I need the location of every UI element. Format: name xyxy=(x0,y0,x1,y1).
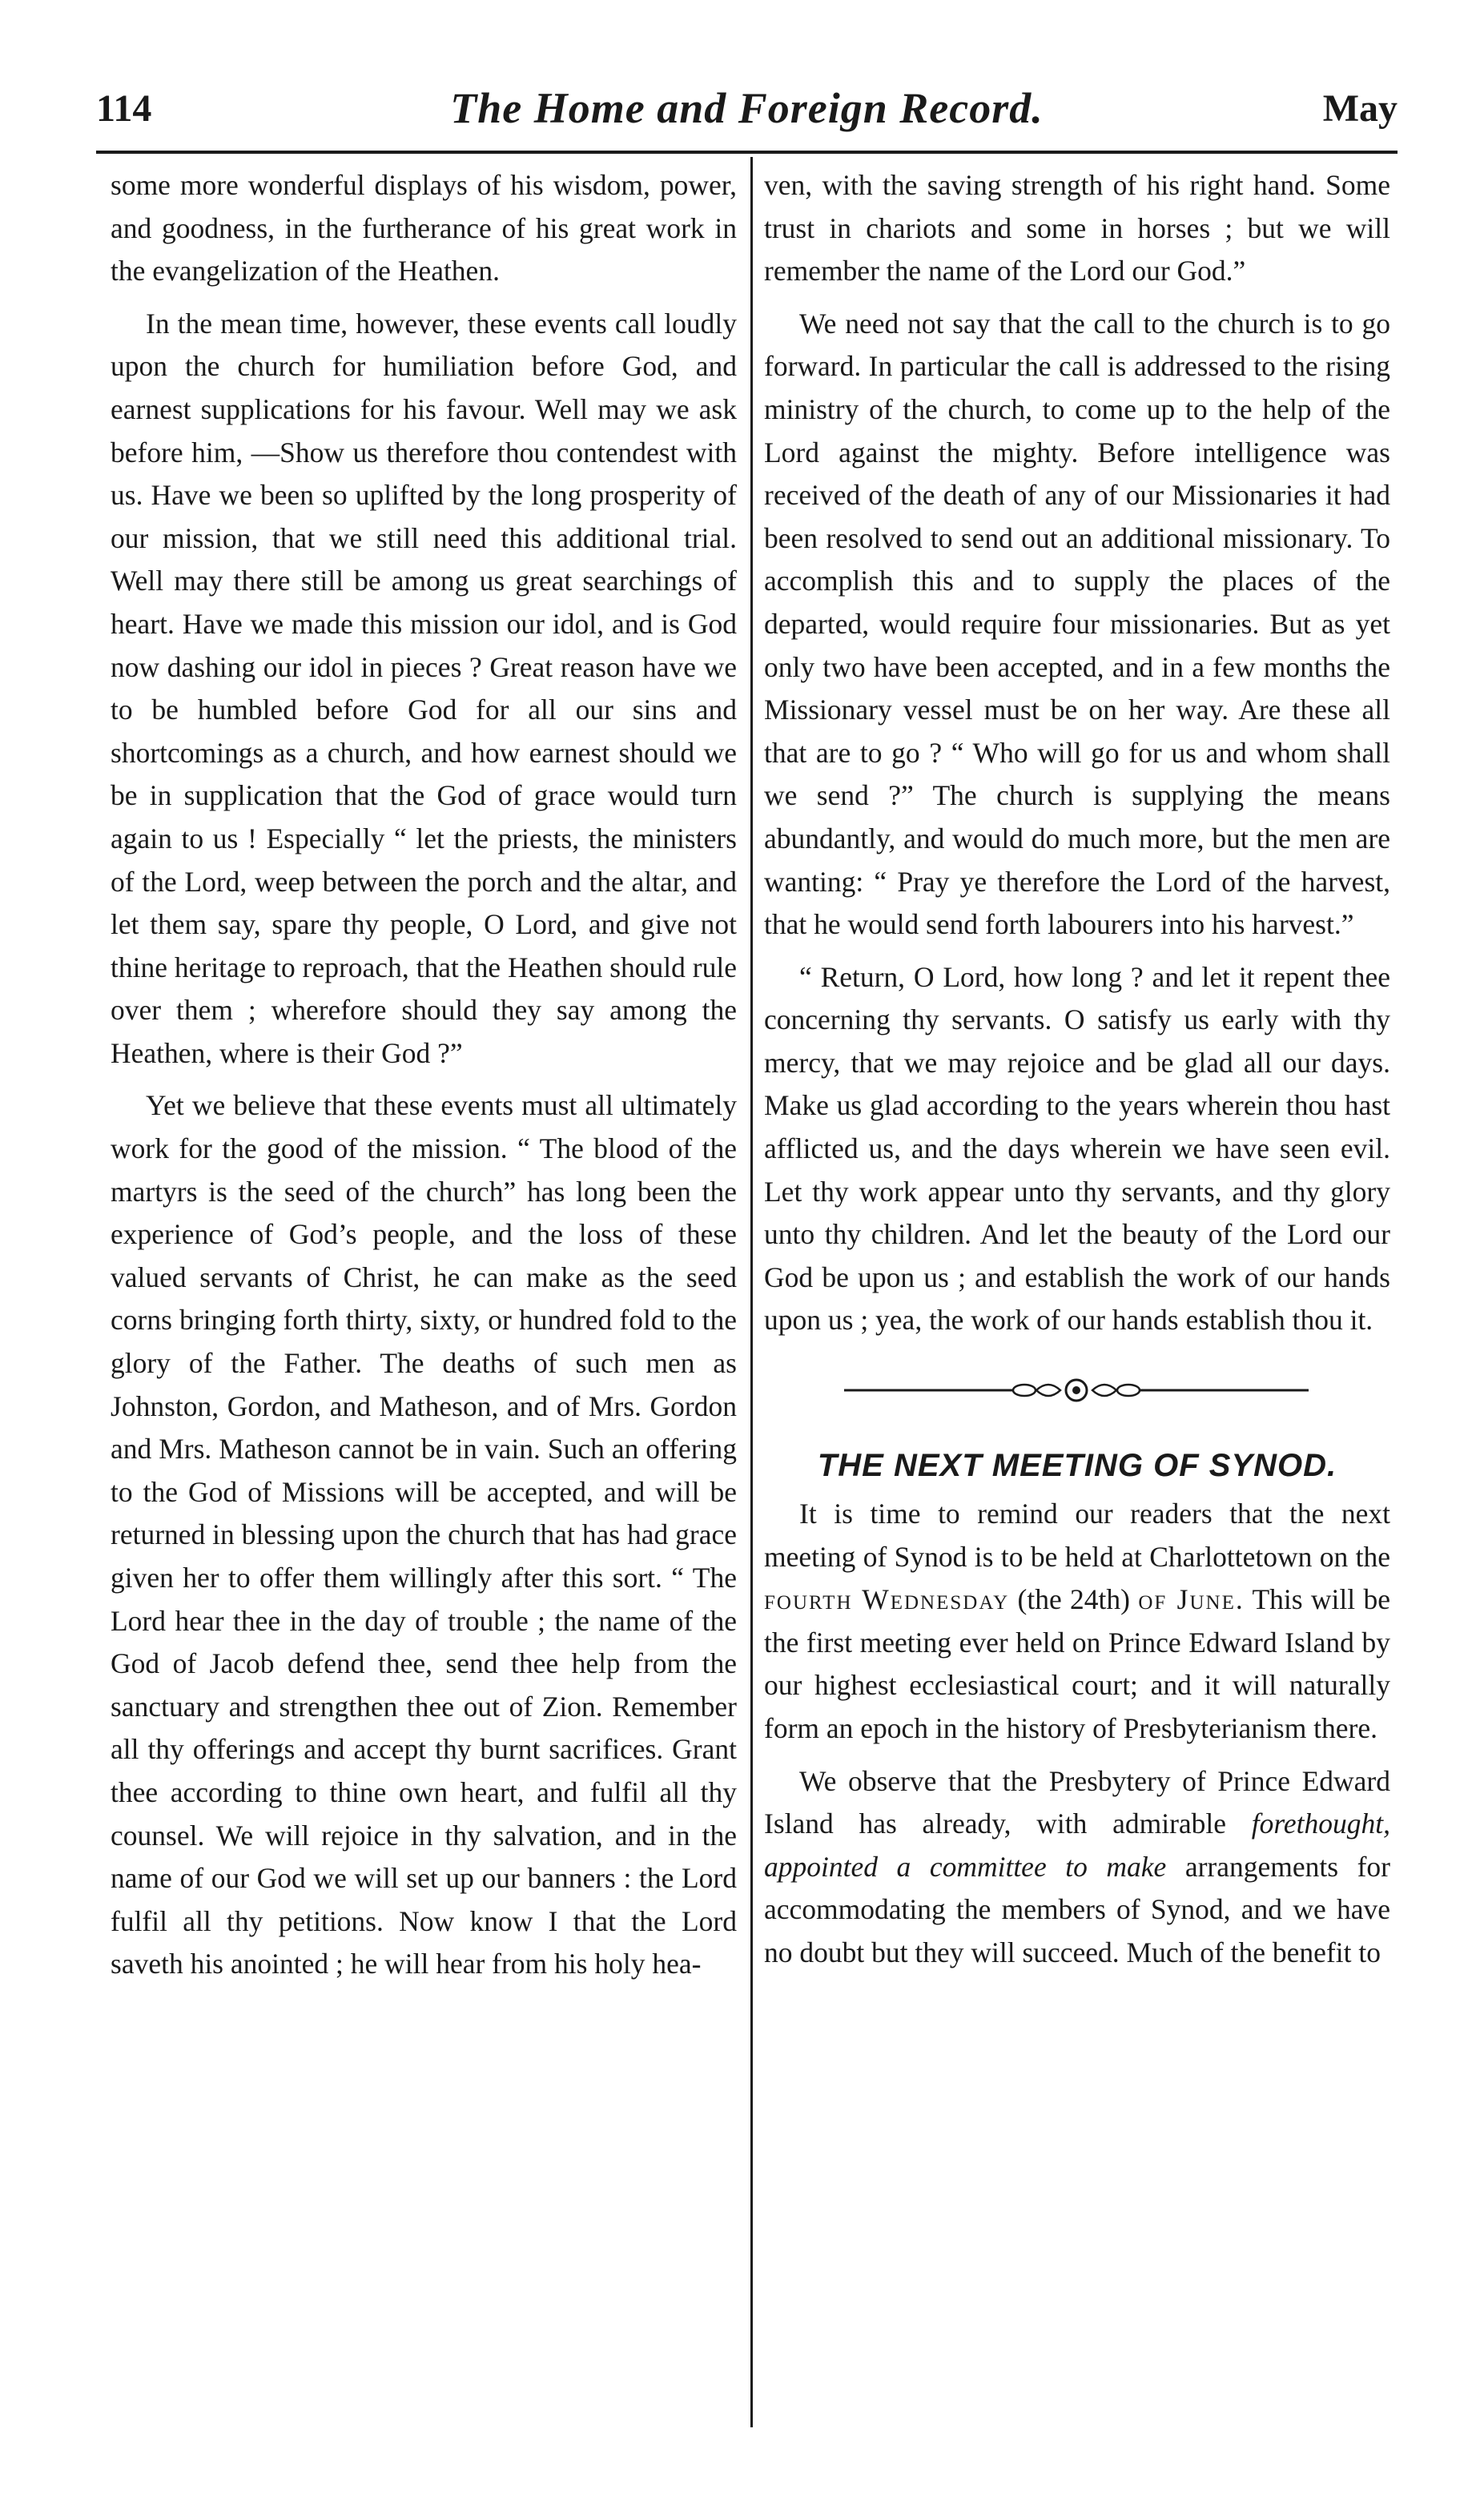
article-paragraph xyxy=(764,1760,1390,1975)
text-run: This will be the first meeting ever held on Prince Edward Island by our highest ecclesiastical court; and it will naturally form an epoch in the history of Presbyterianism there. xyxy=(764,1583,1390,1744)
right-column xyxy=(764,164,1390,1984)
issue-month: May xyxy=(1322,87,1398,130)
article-paragraph: ven, with the saving strength of his right hand. Some trust in chariots and some in horses ; but we will remember the name of the Lord our God.” xyxy=(764,169,1390,287)
article-paragraph xyxy=(764,1493,1390,1751)
small-caps-date: fourth Wednesday xyxy=(764,1583,1010,1616)
text-run: (the 24th) xyxy=(1009,1583,1139,1616)
article-paragraph: “ Return, O Lord, how long ? and let it repent thee concerning thy servants. O satisfy us early with thy mercy, that we may rejoice and be glad all our days. Make us glad according to the years wherein thou hast afflicted us, and the days wherein we have seen evil. Let thy work appear unto thy servants, and thy glory unto thy children. And let the beauty of the Lord our God be upon us ; and establish the work of our hands upon us ; yea, the work of our hands establish thou it. xyxy=(764,960,1390,1337)
article-paragraph: We need not say that the call to the church is to go forward. In particular the call is addressed to the rising ministry of the church, to come up to the help of the Lord against the mighty. Before intelligence was received of the death of any of our Missionaries it had been resolved to send out an additional missionary. To accomplish this and to supply the places of the departed, would require four missionaries. But as yet only two have been accepted, and in a few months the Missionary vessel must be on her way. Are these all that are to go ? “ Who will go for us and whom shall we send ?” The church is supplying the means abundantly, and would do much more, but the men are wanting: “ Pray ye therefore the Lord of the harvest, that he would send forth labourers into his harvest.” xyxy=(764,307,1390,941)
text-run: We observe that the Presbytery of Prince Edward Island has already, with admirable xyxy=(764,1764,1390,1840)
left-column xyxy=(111,164,737,1996)
section-heading: THE NEXT MEETING OF SYNOD. xyxy=(817,1448,1337,1484)
text-run: It is time to remind our readers that the next meeting of Synod is to be held at Charlottetown on the xyxy=(764,1498,1390,1573)
ornamental-divider xyxy=(764,1363,1390,1419)
italic-text: forethought, appointed a committee to make xyxy=(764,1807,1390,1883)
running-header xyxy=(96,80,1398,144)
article-paragraph: some more wonderful displays of his wisdom, power, and goodness, in the furtherance of his great work in the evangelization of the Heathen. xyxy=(111,169,737,287)
column-divider xyxy=(750,157,753,2427)
article-paragraph: Yet we believe that these events must all ultimately work for the good of the mission. “ The blood of the martyrs is the seed of the church” has long been the experience of God’s people, and the loss of these valued servants of Christ, he can make as the seed corns bringing forth thirty, sixty, or hundred fold to the glory of the Father. The deaths of such men as Johnston, Gordon, and Matheson, and of Mrs. Gordon and Mrs. Matheson cannot be in vain. Such an offering to the God of Missions will be accepted, and will be returned in blessing upon the church that has had grace given her to offer them willingly after this sort. “ The Lord hear thee in the day of trouble ; the name of the God of Jacob defend thee, send thee help from the sanctuary and strengthen thee out of Zion. Remember all thy offerings and accept thy burnt sacrifices. Grant thee according to thine own heart, and fulfil all thy counsel. We will rejoice in thy salvation, and in the name of our God we will set up our banners : the Lord fulfil all thy petitions. Now know I that the Lord saveth his anointed ; he will hear from his holy hea- xyxy=(111,1089,737,1980)
page-number: 114 xyxy=(96,87,152,130)
small-caps-month: of June. xyxy=(1138,1583,1245,1616)
text-run: arrangements for accommodating the members of Synod, and we have no doubt but they will succeed. Much of the benefit to xyxy=(764,1850,1390,1968)
header-rule xyxy=(96,151,1398,154)
journal-title: The Home and Foreign Record. xyxy=(450,84,1044,132)
article-paragraph: In the mean time, however, these events call loudly upon the church for humiliation before God, and earnest supplications for his favour. Well may we ask before him, —Show us therefore thou contendest with us. Have we been so uplifted by the long prosperity of our mission, that we still need this additional trial. Well may there still be among us great searchings of heart. Have we made this mission our idol, and is God now dashing our idol in pieces ? Great reason have we to be humbled before God for all our sins and shortcomings as a church, and how earnest should we be in supplication that the God of grace would turn again to us ! Especially “ let the priests, the ministers of the Lord, weep between the porch and the altar, and let them say, spare thy people, O Lord, and give not thine heritage to reproach, that the Heathen should rule over them ; wherefore should they say among the Heathen, where is their God ?” xyxy=(111,307,737,1069)
ornamental-divider-icon xyxy=(844,1374,1309,1406)
